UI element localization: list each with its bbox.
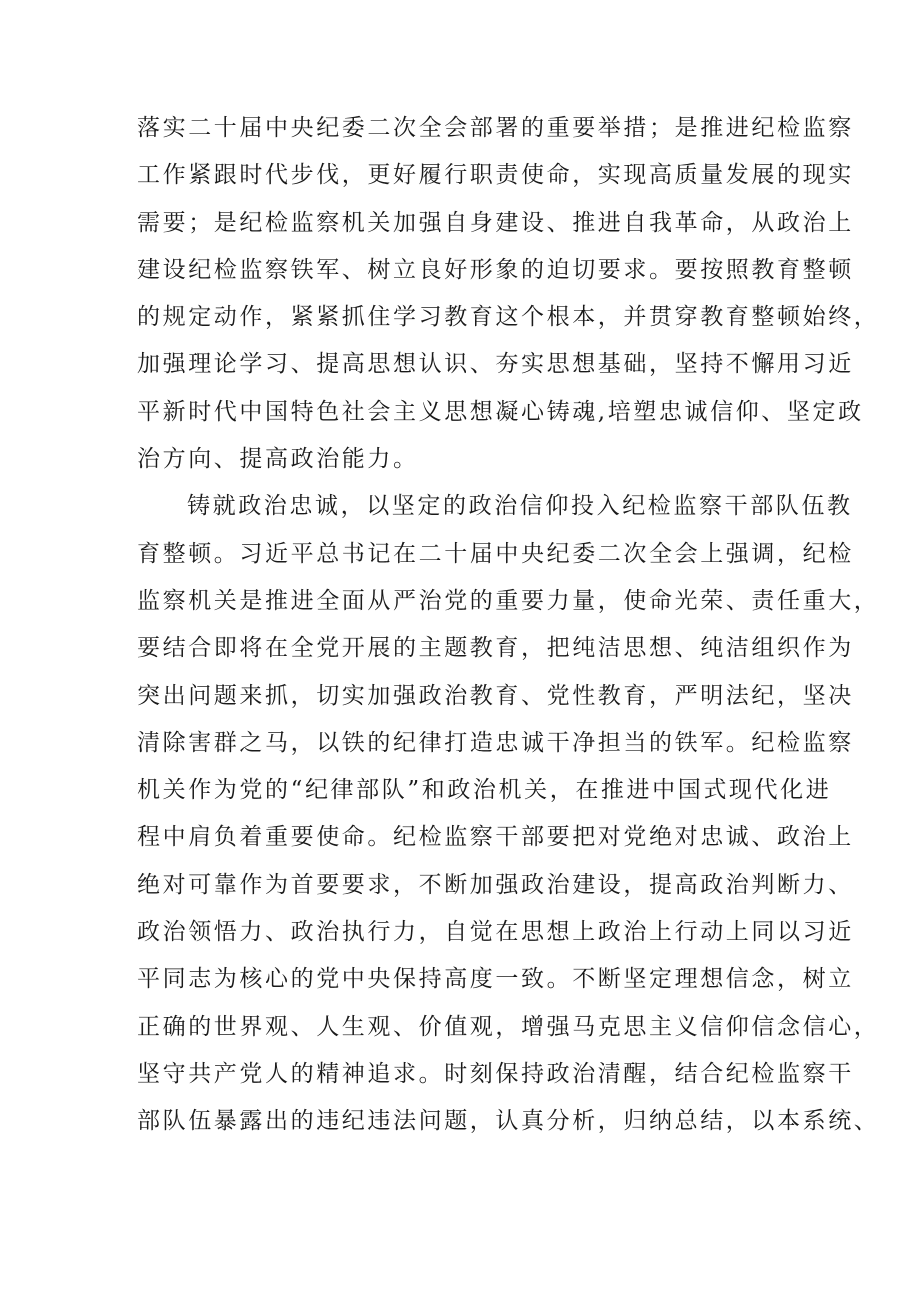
text-line: 建设纪检监察铁军、树立良好形象的迫切要求。要按照教育整顿 (137, 256, 854, 283)
text-line: 绝对可靠作为首要要求，不断加强政治建设，提高政治判断力、 (137, 871, 854, 898)
text-line: 的规定动作，紧紧抓住学习教育这个根本，并贯穿教育整顿始终， (137, 304, 880, 331)
text-line: 机关作为党的“纪律部队”和政治机关，在推进中国式现代化进 (137, 777, 832, 804)
text-line: 落实二十届中央纪委二次全会部署的重要举措；是推进纪检监察 (137, 115, 854, 141)
text-line: 程中肩负着重要使命。纪检监察干部要把对党绝对忠诚、政治上 (137, 824, 854, 851)
text-line: 部队伍暴露出的违纪违法问题，认真分析，归纳总结，以本系统、 (137, 1108, 880, 1135)
text-line: 突出问题来抓，切实加强政治教育、党性教育，严明法纪，坚决 (137, 682, 854, 709)
text-line: 加强理论学习、提高思想认识、夯实思想基础，坚持不懈用习近 (137, 351, 854, 378)
text-line: 坚守共产党人的精神追求。时刻保持政治清醒，结合纪检监察干 (137, 1060, 854, 1087)
text-line: 治方向、提高政治能力。 (137, 446, 419, 473)
text-line: 要结合即将在全党开展的主题教育，把纯洁思想、纯洁组织作为 (137, 635, 854, 662)
document-body (137, 105, 880, 1146)
text-line: 平新时代中国特色社会主义思想凝心铸魂,培塑忠诚信仰、坚定政 (137, 398, 864, 425)
text-line: 政治领悟力、政治执行力，自觉在思想上政治上行动上同以习近 (137, 919, 854, 946)
text-line: 平同志为核心的党中央保持高度一致。不断坚定理想信念，树立 (137, 966, 854, 993)
text-line: 清除害群之马，以铁的纪律打造忠诚干净担当的铁军。纪检监察 (137, 729, 854, 756)
text-line: 工作紧跟时代步伐，更好履行职责使命，实现高质量发展的现实 (137, 162, 854, 189)
text-line: 需要；是纪检监察机关加强自身建设、推进自我革命，从政治上 (137, 209, 854, 236)
text-line: 正确的世界观、人生观、价值观，增强马克思主义信仰信念信心， (137, 1013, 880, 1040)
text-line-indented: 铸就政治忠诚，以坚定的政治信仰投入纪检监察干部队伍教 (187, 493, 853, 520)
text-line: 监察机关是推进全面从严治党的重要力量，使命光荣、责任重大， (137, 587, 880, 614)
text-line: 育整顿。习近平总书记在二十届中央纪委二次全会上强调，纪检 (137, 540, 854, 567)
